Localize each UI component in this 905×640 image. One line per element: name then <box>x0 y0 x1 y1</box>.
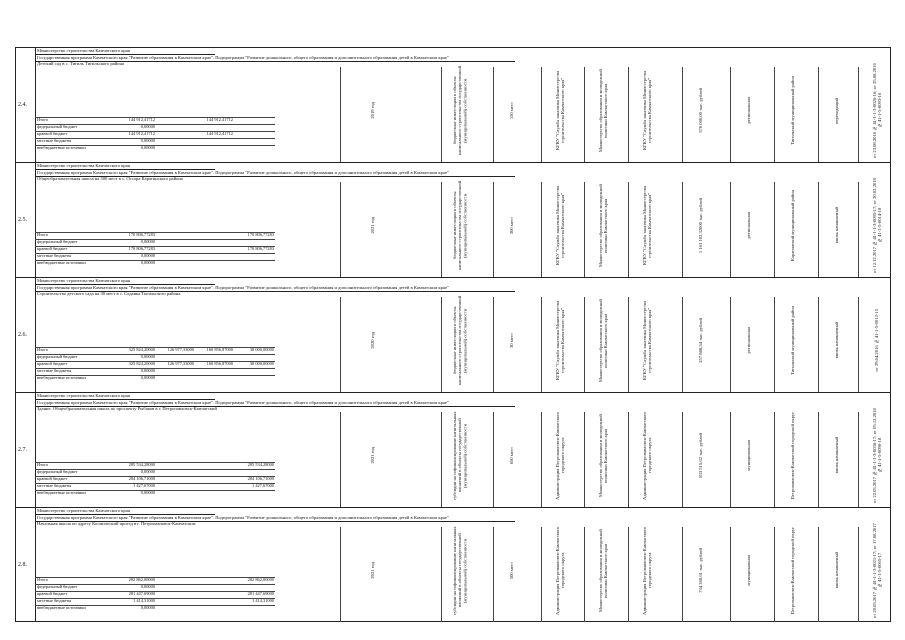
row-number: 2.7. <box>18 447 27 453</box>
finance-value: 1 427,67000 <box>252 483 274 488</box>
column-separator <box>858 412 859 507</box>
column-separator <box>340 297 341 392</box>
column-separator <box>774 412 775 507</box>
row-ministry: Министерство строительства Камчатского края <box>37 163 130 168</box>
row-cell <box>545 61 575 160</box>
row-cell <box>545 521 575 620</box>
row-cell-text: 650 мест <box>509 446 515 465</box>
finance-label: местные бюджеты <box>37 138 72 143</box>
row-cell <box>497 291 527 390</box>
column-separator <box>682 67 683 162</box>
row-cell-text: КГКУ "Служба заказчика Министерства строительства Камчатского края" <box>554 300 565 381</box>
row-cell-text: 734 360,61 тыс. рублей <box>698 548 704 593</box>
row-cell-text: Администрация Петропавловск-Камчатского городского округа <box>554 526 565 615</box>
finance-value: 284 106,71000 <box>128 476 155 481</box>
row-cell-text: региональная <box>746 97 752 124</box>
finance-value: 170 806,77283 <box>247 246 274 251</box>
row-cell <box>822 61 852 160</box>
finance-label: местные бюджеты <box>37 598 72 603</box>
finance-label: краевой бюджет <box>37 361 68 366</box>
finance-value: 0,00000 <box>140 469 155 474</box>
row-cell <box>686 521 716 620</box>
row-cell <box>588 291 618 390</box>
column-separator <box>340 67 341 162</box>
finance-row <box>35 260 275 267</box>
column-separator <box>774 527 775 622</box>
column-separator <box>818 527 819 622</box>
finance-label: федеральный бюджет <box>37 354 78 359</box>
finance-value: 0,00000 <box>140 605 155 610</box>
finance-row <box>35 124 275 131</box>
row-cell <box>734 406 764 505</box>
column-separator <box>818 412 819 507</box>
row-cell-text: КГКУ "Служба заказчика Министерства строительства Камчатского края" <box>554 70 565 151</box>
row-cell-text: 1 163 102,32000 тыс. рублей <box>698 197 704 254</box>
finance-row <box>35 483 275 490</box>
row-cell <box>686 176 716 275</box>
finance-value: 0,00000 <box>140 253 155 258</box>
row-cell-text: вновь начинаемый <box>834 322 840 359</box>
row-cell-text: Тигильский муниципальный район <box>790 76 796 145</box>
row-cell-text: Администрация Петропавловск-Камчатского городского округа <box>641 411 652 500</box>
finance-label: Итого <box>37 462 49 467</box>
row-cell-text: от 20.05.2017 № 41-1-1-3-0021-17; от 17.08.2017 № 41-1-5-0065-17 <box>871 523 882 618</box>
row-cell <box>445 61 475 160</box>
finance-label: краевой бюджет <box>37 591 68 596</box>
finance-value: 126 977,33000 <box>167 347 194 352</box>
finance-value: 0,00000 <box>140 375 155 380</box>
finance-row <box>35 361 275 368</box>
finance-row <box>35 138 275 145</box>
row-cell-text: от 22.05.2017 № 41-1-1-3-0036-17; от 05.12.2018 № 41-1-5-0090-18 <box>871 408 882 503</box>
column-separator <box>541 297 542 392</box>
column-separator <box>628 297 629 392</box>
row-cell-text: вновь начинаемый <box>834 207 840 244</box>
column-separator <box>730 67 731 162</box>
row-cell-text: субсидии на софинансирование капитальных вложений в объекты государственной (муниципальной) собственности <box>452 526 468 615</box>
finance-value: 0,00000 <box>140 260 155 265</box>
row-cell <box>445 291 475 390</box>
finance-value: 170 806,77283 <box>128 232 155 237</box>
row-cell-text: Петропавловск-Камчатский городской округ <box>790 411 796 500</box>
finance-value: 38 000,00000 <box>249 347 274 352</box>
row-object: Строительство детского сада на 30 мест в с. Седанка Тигильского района <box>37 291 181 296</box>
column-separator <box>441 412 442 507</box>
finance-value: 144 912,41712 <box>128 131 155 136</box>
row-cell-text: 150 мест <box>509 101 515 120</box>
finance-label: федеральный бюджет <box>37 124 78 129</box>
column-separator <box>858 67 859 162</box>
row-cell <box>862 176 892 275</box>
row-program: Государственная программа Камчатского края "Развитие образования в Камчатском крае". Подпрограмма "Развитие дошкольного, общего образования и дополнительного образования детей в Камчатском крае" <box>37 514 449 520</box>
column-separator <box>628 182 629 277</box>
finance-row <box>35 246 275 253</box>
row-cell <box>632 521 662 620</box>
row-cell-text: Тигильский муниципальный район <box>790 306 796 375</box>
finance-label: краевой бюджет <box>37 476 68 481</box>
column-separator <box>493 527 494 622</box>
finance-label: внебюджетные источники <box>37 375 86 380</box>
row-cell-text: Министерство образования и молодежной политики Камчатского края <box>597 529 608 612</box>
row-cell <box>686 291 716 390</box>
finance-label: местные бюджеты <box>37 368 72 373</box>
finance-value: 0,00000 <box>140 490 155 495</box>
finance-value: 0,00000 <box>140 239 155 244</box>
row-object: Начальная школа по адресу Космический проезд в г. Петропавловск-Камчатском <box>37 521 196 526</box>
finance-label: Итого <box>37 117 49 122</box>
finance-value: 0,00000 <box>140 138 155 143</box>
row-cell <box>822 406 852 505</box>
row-cell <box>862 291 892 390</box>
row-cell <box>734 61 764 160</box>
row-cell-text: 2021 год <box>370 447 376 464</box>
row-cell <box>822 291 852 390</box>
row-cell-text: Министерство образования и молодежной политики Камчатского края <box>597 299 608 382</box>
row-cell-text: от 12.12.2017 № 41-1-1-3-0095-17; от 20.02.2018 № 41-1-5-0014-18 <box>871 178 882 273</box>
column-separator <box>774 182 775 277</box>
finance-row <box>35 368 275 375</box>
row-cell <box>778 406 808 505</box>
row-cell-text: КГКУ "Служба заказчика Министерства строительства Камчатского края" <box>554 185 565 266</box>
row-cell <box>632 406 662 505</box>
row-cell <box>862 406 892 505</box>
finance-row <box>35 239 275 246</box>
column-separator <box>584 182 585 277</box>
column-separator <box>541 412 542 507</box>
column-separator <box>441 67 442 162</box>
finance-row <box>35 462 275 469</box>
row-number: 2.6. <box>18 332 27 338</box>
row-cell <box>734 291 764 390</box>
row-cell-text: Карагинский муниципальный район <box>790 189 796 262</box>
row-cell <box>862 521 892 620</box>
row-ministry: Министерство строительства Камчатского края <box>37 48 130 53</box>
finance-label: Итого <box>37 347 49 352</box>
row-cell <box>588 406 618 505</box>
row-cell <box>545 176 575 275</box>
column-separator <box>818 182 819 277</box>
row-cell <box>778 521 808 620</box>
column-separator <box>818 67 819 162</box>
finance-value: 144 912,41712 <box>206 117 233 122</box>
column-separator <box>493 182 494 277</box>
finance-value: 1 427,67000 <box>133 483 155 488</box>
finance-label: федеральный бюджет <box>37 239 78 244</box>
column-separator <box>774 67 775 162</box>
finance-value: 282 862,00000 <box>128 577 155 582</box>
finance-row <box>35 584 275 591</box>
row-cell <box>445 521 475 620</box>
finance-label: федеральный бюджет <box>37 584 78 589</box>
row-cell-text: 2021 год <box>370 562 376 579</box>
column-separator <box>340 182 341 277</box>
row-cell-text: региональная <box>746 212 752 239</box>
row-cell <box>686 406 716 505</box>
row-ministry: Министерство строительства Камчатского края <box>37 508 130 513</box>
column-separator <box>628 412 629 507</box>
row-program: Государственная программа Камчатского края "Развитие образования в Камчатском крае". Подпрограмма "Развитие дошкольного, общего образования и дополнительного образования детей в Камчатском крае" <box>37 399 449 405</box>
row-cell-text: КГКУ "Служба заказчика Министерства строительства Камчатского края" <box>641 185 652 266</box>
finance-value: 1 414,31000 <box>252 598 274 603</box>
column-separator <box>774 297 775 392</box>
column-separator <box>584 412 585 507</box>
row-object: Здание. Общеобразовательная школа по проспекту Рыбаков в г. Петропавловск-Камчатский <box>37 406 217 411</box>
column-separator <box>493 412 494 507</box>
finance-label: краевой бюджет <box>37 246 68 251</box>
row-cell-text: бюджетные инвестиции в объекты капитального строительства государственной (муниципальной) собственности <box>452 65 468 156</box>
finance-row <box>35 490 275 497</box>
row-cell <box>778 291 808 390</box>
column-separator <box>340 527 341 622</box>
finance-row <box>35 476 275 483</box>
finance-value: 281 447,69000 <box>247 591 274 596</box>
finance-value: 160 856,87000 <box>206 361 233 366</box>
row-cell <box>545 406 575 505</box>
finance-value: 0,00000 <box>140 368 155 373</box>
finance-row <box>35 375 275 382</box>
row-cell-text: от 29.04.2016 № 41-1-5-0012-15 <box>874 309 880 372</box>
row-object: Детский сад в с. Тигиль Тигильского района <box>37 61 124 66</box>
column-separator <box>628 67 629 162</box>
row-cell <box>358 176 388 275</box>
row-number: 2.8. <box>18 562 27 568</box>
finance-value: 282 862,00000 <box>247 577 274 582</box>
row-cell <box>686 61 716 160</box>
column-separator <box>730 182 731 277</box>
row-cell-text: КГКУ "Служба заказчика Министерства строительства Камчатского края" <box>641 300 652 381</box>
finance-label: федеральный бюджет <box>37 469 78 474</box>
finance-value: 0,00000 <box>140 124 155 129</box>
row-cell-text: 570 000,00 тыс. рублей <box>698 88 704 133</box>
row-cell-text: бюджетные инвестиции в объекты капитального строительства государственной (муниципальной) собственности <box>452 180 468 271</box>
column-separator <box>682 297 683 392</box>
column-separator <box>730 527 731 622</box>
row-number: 2.5. <box>18 217 27 223</box>
row-object: Общеобразовательная школа на 300 мест в с. Оссора Карагинского района <box>37 176 183 181</box>
finance-row <box>35 605 275 612</box>
finance-value: 170 806,77283 <box>247 232 274 237</box>
finance-row <box>35 253 275 260</box>
row-cell-text: переходящий <box>834 97 840 124</box>
row-cell-text: от 23.08.2016 № 41-1-1-3-0026-16; от 25.08.2016 № 41-1-5-0093-16 <box>871 63 882 158</box>
row-cell <box>588 176 618 275</box>
row-cell <box>822 521 852 620</box>
column-separator <box>584 297 585 392</box>
row-cell-text: 500 мест <box>509 561 515 580</box>
finance-row <box>35 598 275 605</box>
finance-label: местные бюджеты <box>37 483 72 488</box>
row-cell-text: 833 515,62 тыс. рублей <box>698 433 704 478</box>
row-cell <box>862 61 892 160</box>
column-separator <box>584 67 585 162</box>
finance-value: 0,00000 <box>140 354 155 359</box>
row-cell-text: 257 888,54 тыс. рублей <box>698 318 704 363</box>
finance-value: 126 977,33000 <box>167 361 194 366</box>
finance-row <box>35 354 275 361</box>
row-cell <box>545 291 575 390</box>
row-cell <box>822 176 852 275</box>
row-cell <box>632 176 662 275</box>
column-separator <box>493 67 494 162</box>
row-cell <box>497 406 527 505</box>
row-cell-text: субсидии на софинансирование капитальных вложений в объекты государственной (муниципальной) собственности <box>452 411 468 500</box>
finance-row <box>35 577 275 584</box>
row-cell-text: Министерство образования и молодежной политики Камчатского края <box>597 414 608 497</box>
row-cell <box>588 61 618 160</box>
finance-value: 144 912,41712 <box>206 131 233 136</box>
row-ministry: Министерство строительства Камчатского края <box>37 278 130 283</box>
row-cell-text: 2021 год <box>370 217 376 234</box>
row-cell <box>778 61 808 160</box>
finance-label: Итого <box>37 577 49 582</box>
column-separator <box>682 182 683 277</box>
finance-value: 170 806,77283 <box>128 246 155 251</box>
row-cell <box>358 521 388 620</box>
row-cell-text: Администрация Петропавловск-Камчатского городского округа <box>554 411 565 500</box>
row-cell-text: Министерство образования и молодежной политики Камчатского края <box>597 184 608 267</box>
column-separator <box>730 412 731 507</box>
column-separator <box>441 182 442 277</box>
row-cell-text: вновь начинаемый <box>834 437 840 474</box>
row-cell <box>632 61 662 160</box>
column-separator <box>730 297 731 392</box>
finance-value: 1 414,31000 <box>133 598 155 603</box>
column-separator <box>493 297 494 392</box>
finance-row <box>35 145 275 152</box>
row-cell <box>734 176 764 275</box>
column-separator <box>441 527 442 622</box>
row-cell <box>734 521 764 620</box>
row-cell-text: КГКУ "Служба заказчика Министерства строительства Камчатского края" <box>641 70 652 151</box>
column-separator <box>858 297 859 392</box>
finance-value: 144 912,41712 <box>128 117 155 122</box>
finance-label: внебюджетные источники <box>37 145 86 150</box>
column-separator <box>541 527 542 622</box>
column-separator <box>858 527 859 622</box>
row-cell-text: Петропавловск-Камчатский городской округ <box>790 526 796 615</box>
finance-value: 325 824,20000 <box>128 361 155 366</box>
finance-value: 285 534,28000 <box>247 462 274 467</box>
finance-row <box>35 117 275 124</box>
column-separator <box>682 412 683 507</box>
row-cell <box>358 291 388 390</box>
finance-row <box>35 469 275 476</box>
row-cell-text: муниципальная <box>746 555 752 586</box>
row-cell-text: Администрация Петропавловск-Камчатского городского округа <box>641 526 652 615</box>
row-cell-text: 300 мест <box>509 216 515 235</box>
finance-row <box>35 131 275 138</box>
finance-row <box>35 347 275 354</box>
row-cell <box>445 176 475 275</box>
column-separator <box>628 527 629 622</box>
row-ministry: Министерство строительства Камчатского края <box>37 393 130 398</box>
row-cell-text: 30 мест <box>509 333 515 348</box>
column-separator <box>584 527 585 622</box>
finance-value: 0,00000 <box>140 145 155 150</box>
column-separator <box>340 412 341 507</box>
finance-row <box>35 591 275 598</box>
column-separator <box>541 67 542 162</box>
finance-value: 285 534,28000 <box>128 462 155 467</box>
column-separator <box>682 527 683 622</box>
finance-value: 38 000,00000 <box>249 361 274 366</box>
finance-label: местные бюджеты <box>37 253 72 258</box>
column-separator <box>541 182 542 277</box>
column-separator <box>818 297 819 392</box>
finance-label: внебюджетные источники <box>37 605 86 610</box>
finance-label: внебюджетные источники <box>37 490 86 495</box>
finance-label: краевой бюджет <box>37 131 68 136</box>
row-cell-text: Министерство образования и молодежной политики Камчатского края <box>597 69 608 152</box>
finance-value: 0,00000 <box>140 584 155 589</box>
row-cell-text: 2019 год <box>370 102 376 119</box>
row-cell <box>358 406 388 505</box>
row-cell <box>445 406 475 505</box>
row-cell <box>497 176 527 275</box>
finance-label: внебюджетные источники <box>37 260 86 265</box>
row-cell-text: муниципальная <box>746 440 752 471</box>
finance-value: 160 856,87000 <box>206 347 233 352</box>
row-cell <box>358 61 388 160</box>
finance-label: Итого <box>37 232 49 237</box>
row-cell <box>497 521 527 620</box>
finance-value: 284 106,71000 <box>247 476 274 481</box>
finance-row <box>35 232 275 239</box>
row-cell <box>778 176 808 275</box>
row-program: Государственная программа Камчатского края "Развитие образования в Камчатском крае". Подпрограмма "Развитие дошкольного, общего образования и дополнительного образования детей в Камчатском крае" <box>37 284 449 290</box>
row-cell-text: региональная <box>746 327 752 354</box>
row-cell-text: бюджетные инвестиции в объекты капитального строительства государственной (муниципальной) собственности <box>452 295 468 386</box>
row-program: Государственная программа Камчатского края "Развитие образования в Камчатском крае". Подпрограмма "Развитие дошкольного, общего образования и дополнительного образования детей в Камчатском крае" <box>37 54 449 60</box>
row-cell <box>497 61 527 160</box>
row-cell <box>632 291 662 390</box>
finance-value: 281 447,69000 <box>128 591 155 596</box>
column-separator <box>858 182 859 277</box>
column-separator <box>441 297 442 392</box>
row-cell-text: вновь начинаемый <box>834 552 840 589</box>
row-program: Государственная программа Камчатского края "Развитие образования в Камчатском крае". Подпрограмма "Развитие дошкольного, общего образования и дополнительного образования детей в Камчатском крае" <box>37 169 449 175</box>
row-number: 2.4. <box>18 102 27 108</box>
row-cell <box>588 521 618 620</box>
row-cell-text: 2020 год <box>370 332 376 349</box>
finance-value: 325 824,20000 <box>128 347 155 352</box>
